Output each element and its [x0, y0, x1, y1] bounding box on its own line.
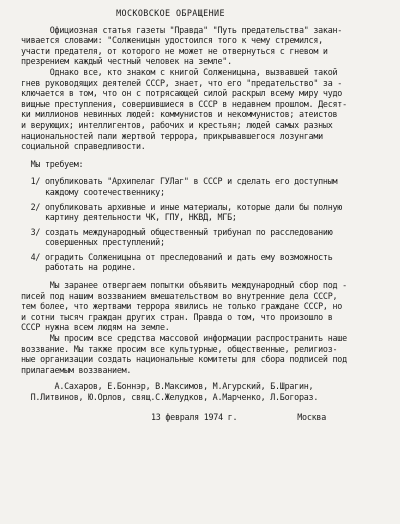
- demand-line: каждому соотечественнику;: [21, 186, 165, 197]
- demand-line: совершенных преступлений;: [21, 237, 165, 248]
- paragraph-line: гнев руководящих деятелей СССР, знает, что его "предательство" за -: [21, 77, 343, 88]
- demand-line: 2/ опубликовать архивные и иные материалы, которые дали бы полную: [21, 201, 343, 212]
- demand-item: [21, 227, 390, 248]
- demands-heading: Мы требуем:: [21, 158, 84, 169]
- demand-line: 1/ опубликовать "Архипелаг ГУЛаг" в СССР и сделать его доступным: [21, 176, 338, 187]
- document-date: 13 февраля 1974 г.: [151, 411, 238, 422]
- paragraph-line: ключается в том, что он с потрясающей силой раскрыл всему миру чудо: [21, 88, 343, 99]
- demand-line: работать на родине.: [21, 262, 137, 273]
- demand-line: картину деятельности ЧК, ГПУ, НКВД, МГБ;: [21, 212, 237, 223]
- paragraph-line: ные организации создать национальные комитеты для сбора подписей под: [21, 354, 347, 365]
- document-title: МОСКОВСКОЕ ОБРАЩЕНИЕ: [116, 8, 225, 18]
- paragraph-line: и верующих; интеллигентов, рабочих и крестьян; людей самых разных: [21, 119, 333, 130]
- paragraph-line: вищные преступления, совершившиеся в СССР в недавнем прошлом. Десят-: [21, 98, 347, 109]
- paragraph-line: Мы заранее отвергаем попытки объявить международный сбор под -: [21, 280, 347, 291]
- paragraph-line: писей под нашим воззванием вмешательством во внутренние дела СССР,: [21, 290, 338, 301]
- demands-list: [21, 176, 390, 273]
- demand-line: 3/ создать международный общественный трибунал по расследованию: [21, 226, 333, 237]
- paragraph-line: социальной справедливости.: [21, 141, 146, 152]
- paragraph-line: СССР нужна всем людям на земле.: [21, 322, 170, 333]
- paragraph-line: Мы просим все средства массовой информации распространить наше: [21, 333, 347, 344]
- paragraph-line: Однако все, кто знаком с книгой Солженицына, вызвавшей такой: [21, 66, 338, 77]
- body-paragraph: [21, 280, 390, 333]
- paragraph-line: и сотни тысяч граждан других стран. Правда о том, что произошло в: [21, 311, 333, 322]
- paragraph-line: презрением каждый честный человек на земле".: [21, 56, 232, 67]
- body-paragraph: [21, 67, 390, 152]
- body-paragraph: [21, 333, 390, 375]
- signature-line: П.Литвинов, Ю.Орлов, свящ.С.Желудков, А.Марченко, Л.Богораз.: [21, 392, 319, 402]
- paragraph-line: Официозная статья газеты "Правда" "Путь предательства" закан-: [21, 24, 343, 35]
- signature-line: А.Сахаров, Е.Боннэр, В.Максимов, М.Агурский, Б.Шрагин,: [21, 381, 314, 392]
- demand-line: 4/ оградить Солженицына от преследований и дать ему возможность: [21, 251, 333, 262]
- demand-item: [21, 176, 390, 197]
- paragraph-line: участи предателя, от которого не может не отвернуться с гневом и: [21, 45, 328, 56]
- demand-item: [21, 202, 390, 223]
- paragraph-line: национальностей пали жертвой террора, прикрывавшегося лозунгами: [21, 130, 323, 141]
- paragraph-line: ки миллионов невинных людей: коммунистов и некоммунистов; атеистов: [21, 109, 338, 120]
- paragraph-line: прилагаемым воззванием.: [21, 364, 132, 375]
- paragraph-line: воззвание. Мы также просим все культурные, общественные, религиоз-: [21, 343, 338, 354]
- date-place-row: [21, 412, 390, 423]
- paragraph-line: тем более, что жертвами террора явились не только граждане СССР, но: [21, 301, 343, 312]
- demand-item: [21, 252, 390, 273]
- paragraph-line: чивается словами: "Солженицын удостоился того к чему стремился,: [21, 35, 323, 46]
- signatures: [21, 381, 390, 402]
- intro-paragraph: [21, 25, 390, 67]
- document-place: Москва: [297, 411, 327, 422]
